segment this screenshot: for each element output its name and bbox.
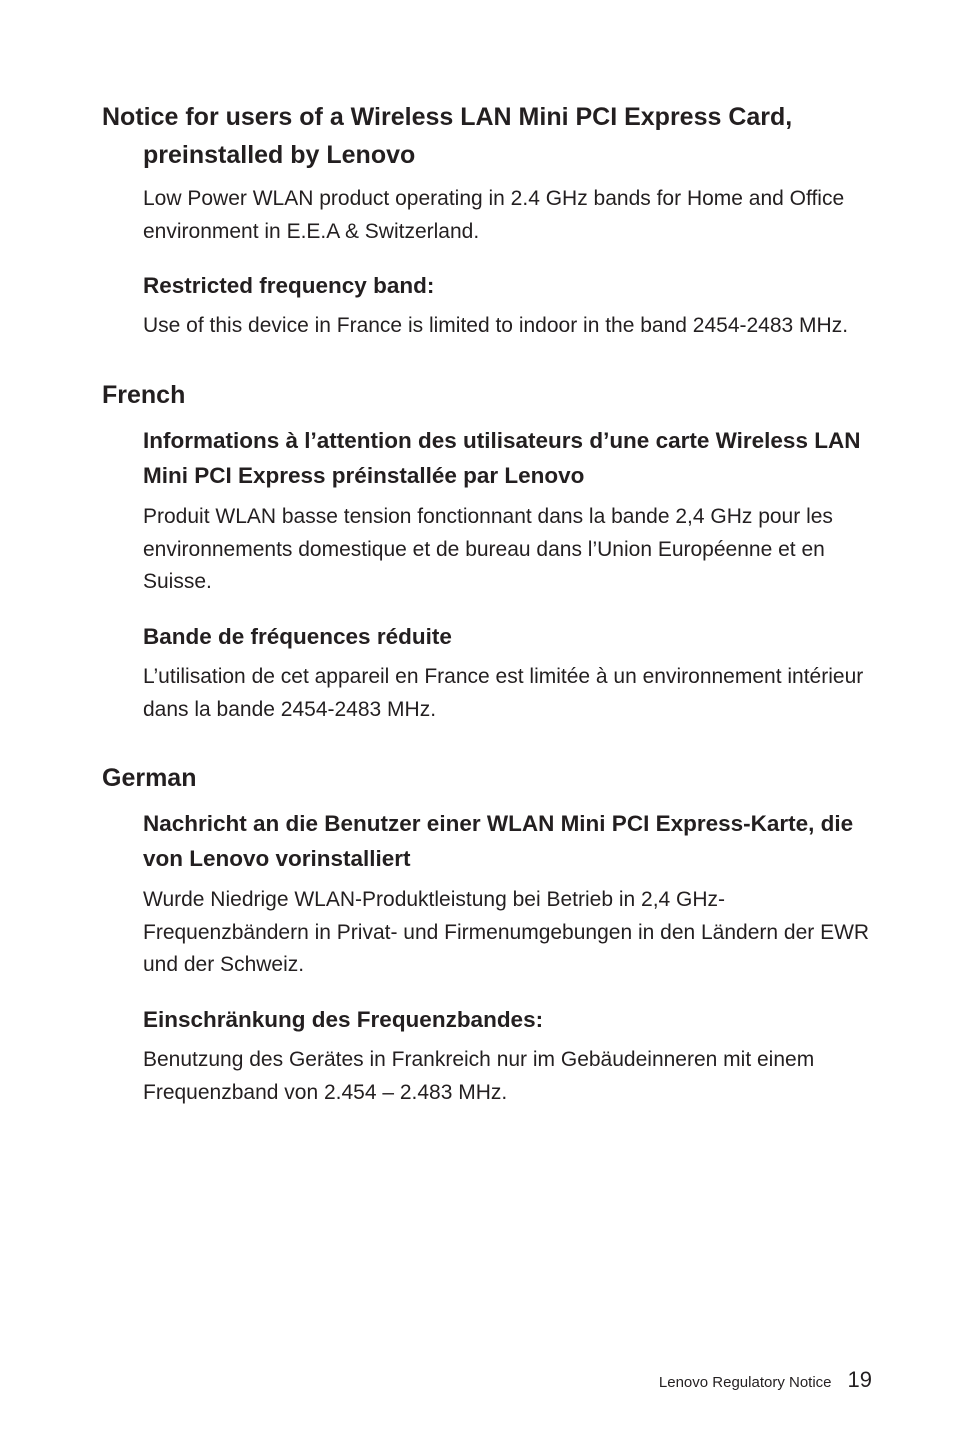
page-footer [560, 1367, 872, 1393]
restricted-band-heading: Restricted frequency band: [143, 273, 435, 298]
german-restricted-body: Benutzung des Gerätes in Frankreich nur im Gebäudeinneren mit einem Frequenzband von 2.454 – 2.483 MHz. [143, 1048, 815, 1104]
restricted-band-body: Use of this device in France is limited to indoor in the band 2454-2483 MHz. [143, 314, 849, 337]
footer-label: Lenovo Regulatory Notice [658, 1374, 832, 1391]
french-body: Produit WLAN basse tension fonctionnant dans la bande 2,4 GHz pour les environnements domestique et de bureau dans l’Union Européenne et en Suisse. [143, 505, 833, 593]
german-restricted-heading: Einschränkung des Frequenzbandes: [143, 1007, 544, 1032]
french-restricted-heading: Bande de fréquences réduite [143, 624, 452, 649]
french-title: Informations à l’attention des utilisateurs d’une carte Wireless LAN Mini PCI Express préinstallée par Lenovo [143, 428, 861, 488]
german-title: Nachricht an die Benutzer einer WLAN Mini PCI Express-Karte, die von Lenovo vorinstalliert [143, 811, 854, 871]
notice-title [102, 98, 842, 174]
german-heading: German [102, 764, 197, 792]
page-number: 19 [847, 1367, 872, 1392]
french-heading: French [102, 381, 186, 409]
german-body: Wurde Niedrige WLAN-Produktleistung bei Betrieb in 2,4 GHz-Frequenzbändern in Privat- und Firmenumgebungen in den Ländern der EWR und der Schweiz. [143, 888, 870, 976]
notice-title-line2: preinstalled by Lenovo [143, 141, 416, 169]
notice-title-line1: Notice for users of a Wireless LAN Mini PCI Express Card, [102, 103, 793, 131]
notice-body: Low Power WLAN product operating in 2.4 GHz bands for Home and Office environment in E.E.A & Switzerland. [143, 187, 845, 243]
french-restricted-body: L’utilisation de cet appareil en France est limitée à un environnement intérieur dans la bande 2454-2483 MHz. [143, 665, 864, 721]
